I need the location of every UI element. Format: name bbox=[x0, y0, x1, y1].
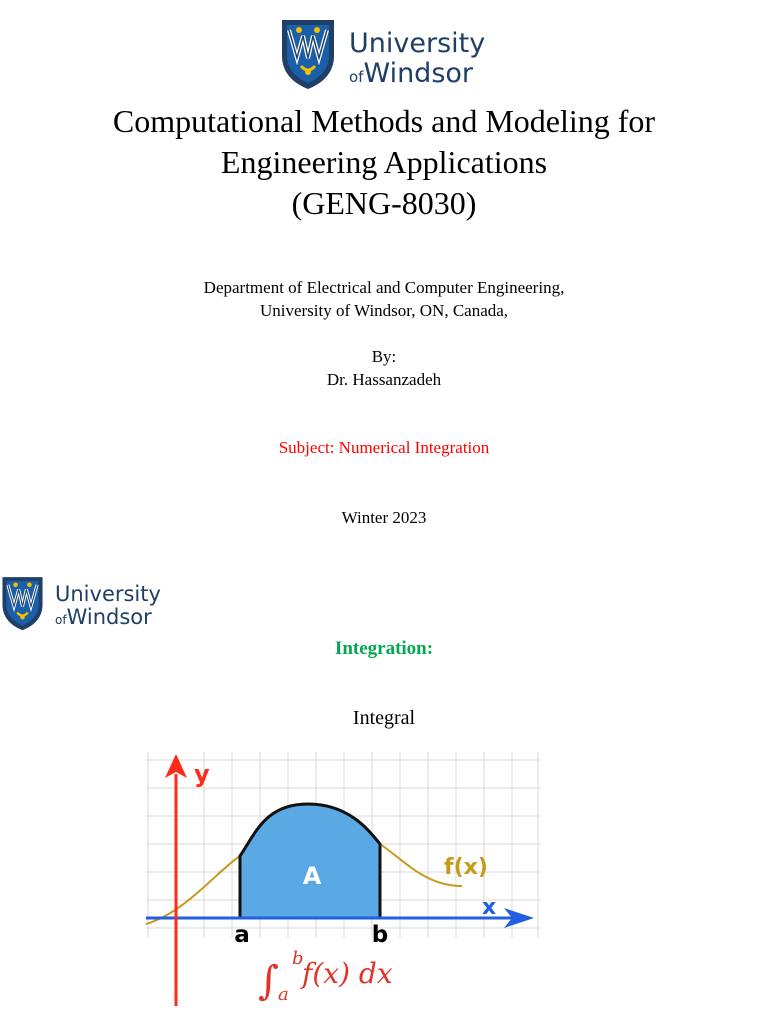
area-label: A bbox=[302, 862, 322, 890]
integral-formula bbox=[258, 948, 393, 1005]
course-title-line-1: Computational Methods and Modeling for bbox=[112, 103, 656, 139]
by-label: By: bbox=[371, 347, 397, 366]
y-axis-label: y bbox=[194, 760, 210, 788]
integral-subheading: Integral bbox=[352, 707, 416, 729]
course-title bbox=[0, 101, 768, 224]
logo-of-text: of bbox=[349, 68, 364, 86]
logo-university-text: University bbox=[349, 28, 486, 59]
x-axis-label: x bbox=[482, 895, 497, 920]
b-bound-label: b bbox=[371, 922, 389, 948]
department-line-1: Department of Electrical and Computer Engineering, bbox=[203, 278, 565, 297]
university-logo-top bbox=[279, 16, 486, 92]
formula-body: f(x) dx bbox=[302, 957, 393, 990]
logo-small-windsor-text: Windsor bbox=[66, 605, 152, 629]
integral-sign-icon: ∫ bbox=[258, 958, 279, 1004]
author-block bbox=[0, 345, 768, 391]
formula-upper-limit: b bbox=[292, 948, 304, 969]
logo-windsor-line bbox=[349, 60, 473, 91]
formula-lower-limit: a bbox=[278, 984, 289, 1005]
integration-heading: Integration: bbox=[334, 638, 434, 659]
crest-icon bbox=[279, 16, 337, 90]
area-region bbox=[240, 804, 380, 918]
integral-figure bbox=[146, 752, 541, 1010]
logo-windsor-text: Windsor bbox=[363, 58, 474, 89]
university-logo-small bbox=[0, 574, 160, 632]
logo-small-university-text: University bbox=[55, 582, 161, 606]
department-block bbox=[0, 276, 768, 322]
department-line-2: University of Windsor, ON, Canada, bbox=[259, 301, 509, 320]
function-label: f(x) bbox=[444, 855, 488, 880]
a-bound-label: a bbox=[234, 922, 250, 948]
crest-icon-small bbox=[0, 574, 45, 631]
logo-small-windsor-line bbox=[55, 606, 152, 631]
subject-line: Subject: Numerical Integration bbox=[278, 438, 490, 457]
course-title-line-3: (GENG-8030) bbox=[291, 185, 477, 221]
term-line: Winter 2023 bbox=[341, 508, 427, 527]
function-curve bbox=[146, 856, 240, 924]
course-title-line-2: Engineering Applications bbox=[220, 144, 548, 180]
logo-small-of-text: of bbox=[55, 613, 67, 627]
author-name: Dr. Hassanzadeh bbox=[326, 370, 442, 389]
